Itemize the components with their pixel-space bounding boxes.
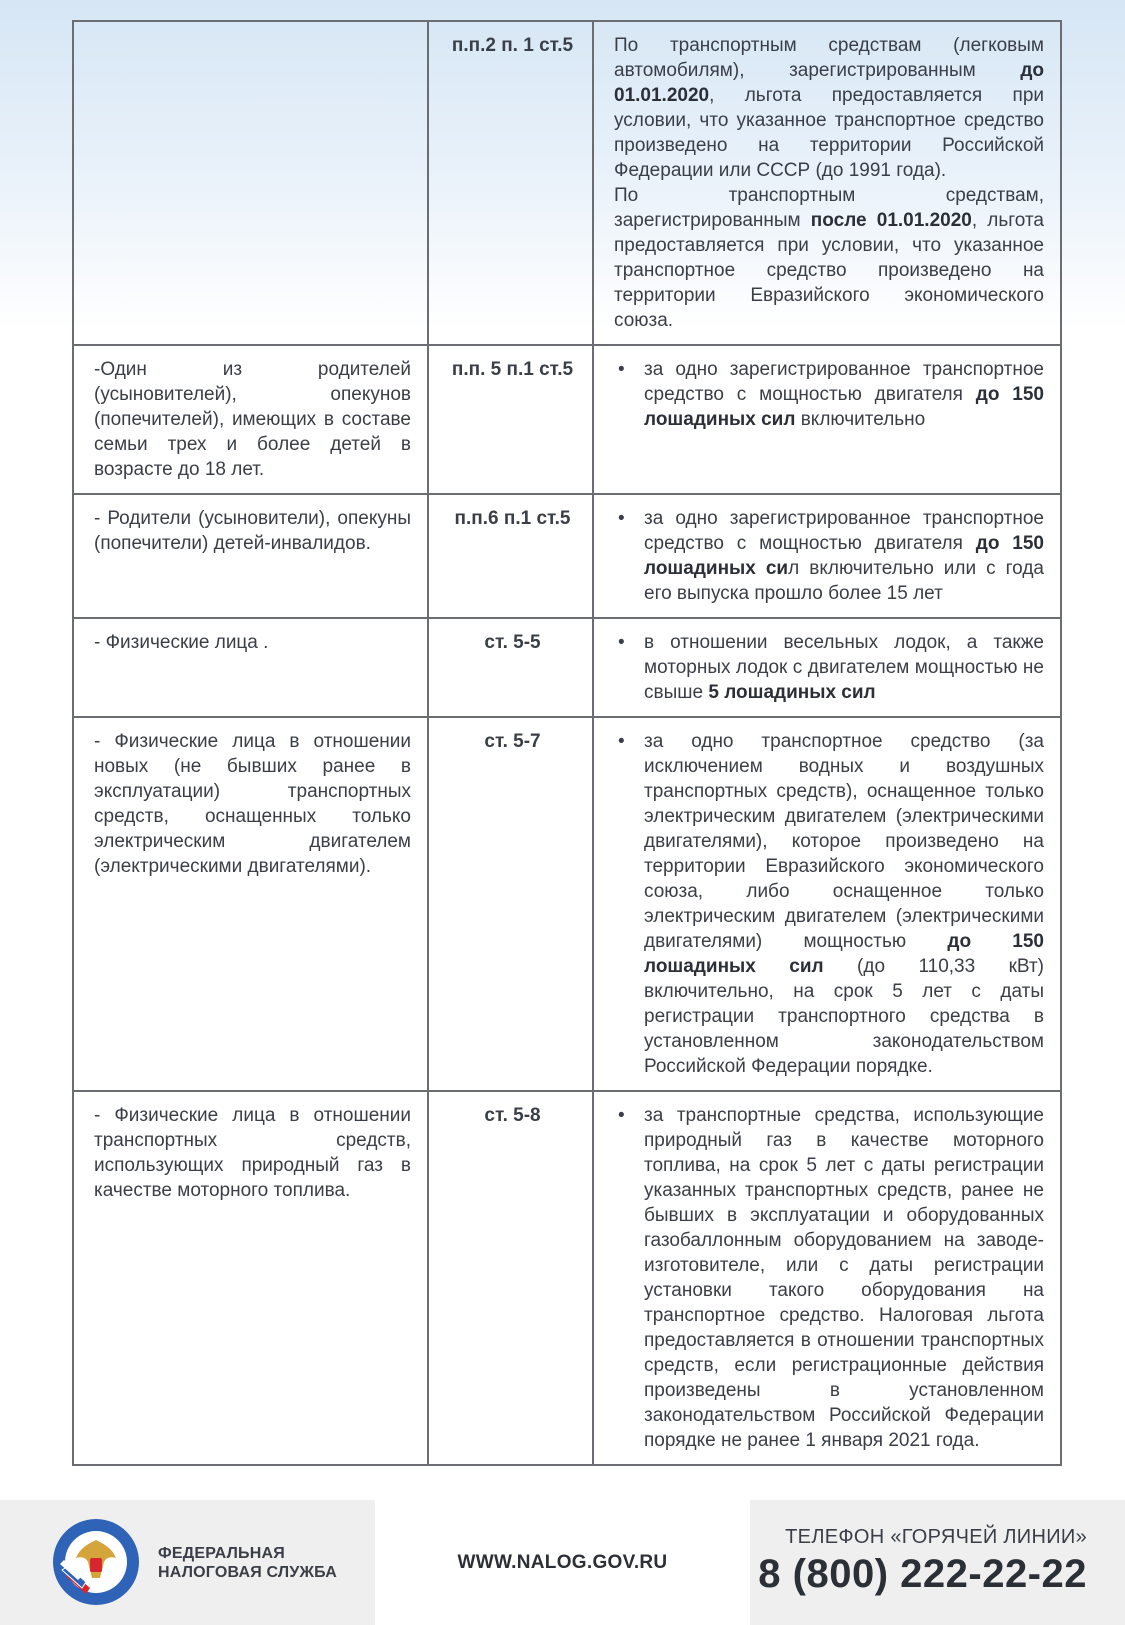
table-row: [73, 717, 1061, 1091]
organization-name: ФЕДЕРАЛЬНАЯ НАЛОГОВАЯ СЛУЖБА: [158, 1545, 337, 1581]
table-row: [73, 494, 1061, 618]
category-cell: - Физические лица .: [73, 618, 428, 717]
list-item: • за транспортные средства, использующие природный газ в качестве моторного топлива, на срок 5 лет с даты регистрации указанных транспортных средств, ранее не бывших в эксплуатации и оборудованных газобаллонным оборудованием на заводе-изготовителе, или с даты регистрации установки такого оборудования на транспортное средство. Налоговая льгота предоставляется в отношении транспортных средств, если регистрационные действия произведены в установленном законодательством Российской Федерации порядке не ранее 1 января 2021 года.: [614, 1103, 1044, 1453]
list-item: • за одно зарегистрированное транспортное средство с мощностью двигателя до 150 лошадиных сил включительно: [614, 357, 1044, 432]
website-panel: [375, 1500, 750, 1625]
fns-emblem-icon: [52, 1518, 140, 1606]
category-cell: -Один из родителей (усыновителей), опекунов (попечителей), имеющих в составе семьи трех и более детей в возрасте до 18 лет.: [73, 345, 428, 494]
description-cell: [593, 21, 1061, 345]
footer: [0, 1500, 1125, 1625]
website-link[interactable]: WWW.NALOG.GOV.RU: [457, 1551, 668, 1573]
description-cell: [593, 1091, 1061, 1465]
category-cell: [73, 21, 428, 345]
table-row: [73, 1091, 1061, 1465]
description-cell: [593, 345, 1061, 494]
table-row: [73, 618, 1061, 717]
article-cell: ст. 5-5: [428, 618, 593, 717]
category-cell: - Физические лица в отношении новых (не бывших ранее в эксплуатации) транспортных средств, оснащенных только электрическим двигателем (электрическими двигателями).: [73, 717, 428, 1091]
article-cell: п.п.6 п.1 ст.5: [428, 494, 593, 618]
category-cell: - Родители (усыновители), опекуны (попечители) детей-инвалидов.: [73, 494, 428, 618]
description-cell: [593, 618, 1061, 717]
category-cell: - Физические лица в отношении транспортных средств, использующих природный газ в качестве моторного топлива.: [73, 1091, 428, 1465]
benefits-table: [72, 20, 1062, 1466]
article-cell: ст. 5-7: [428, 717, 593, 1091]
description-paragraph: По транспортным средствам, зарегистрированным после 01.01.2020, льгота предоставляется при условии, что указанное транспортное средство произведено на территории Евразийского экономического союза.: [614, 185, 1044, 331]
article-cell: п.п.2 п. 1 ст.5: [428, 21, 593, 345]
table-row: [73, 21, 1061, 345]
article-cell: ст. 5-8: [428, 1091, 593, 1465]
hotline-phone[interactable]: 8 (800) 222-22-22: [758, 1552, 1087, 1596]
list-item: • за одно зарегистрированное транспортное средство с мощностью двигателя до 150 лошадиных сил включительно или с года его выпуска прошло более 15 лет: [614, 506, 1044, 606]
article-cell: п.п. 5 п.1 ст.5: [428, 345, 593, 494]
list-item: • за одно транспортное средство (за исключением водных и воздушных транспортных средств), оснащенное только электрическим двигателем (электрическими двигателями), которое произведено на территории Евразийского экономического союза, либо оснащенное только электрическим двигателем (электрическими двигателями) мощностью до 150 лошадиных сил (до 110,33 кВт) включительно, на срок 5 лет с даты регистрации транспортного средства в установленном законодательством Российской Федерации порядке.: [614, 729, 1044, 1079]
description-cell: [593, 717, 1061, 1091]
hotline-label: ТЕЛЕФОН «ГОРЯЧЕЙ ЛИНИИ»: [785, 1526, 1087, 1548]
description-cell: [593, 494, 1061, 618]
description-paragraph: По транспортным средствам (легковым автомобилям), зарегистрированным до 01.01.2020, льгота предоставляется при условии, что указанное транспортное средство произведено на территории Российской Федерации или СССР (до 1991 года).: [614, 35, 1044, 181]
table-row: [73, 345, 1061, 494]
list-item: • в отношении весельных лодок, а также моторных лодок с двигателем мощностью не свыше 5 лошадиных сил: [614, 630, 1044, 705]
